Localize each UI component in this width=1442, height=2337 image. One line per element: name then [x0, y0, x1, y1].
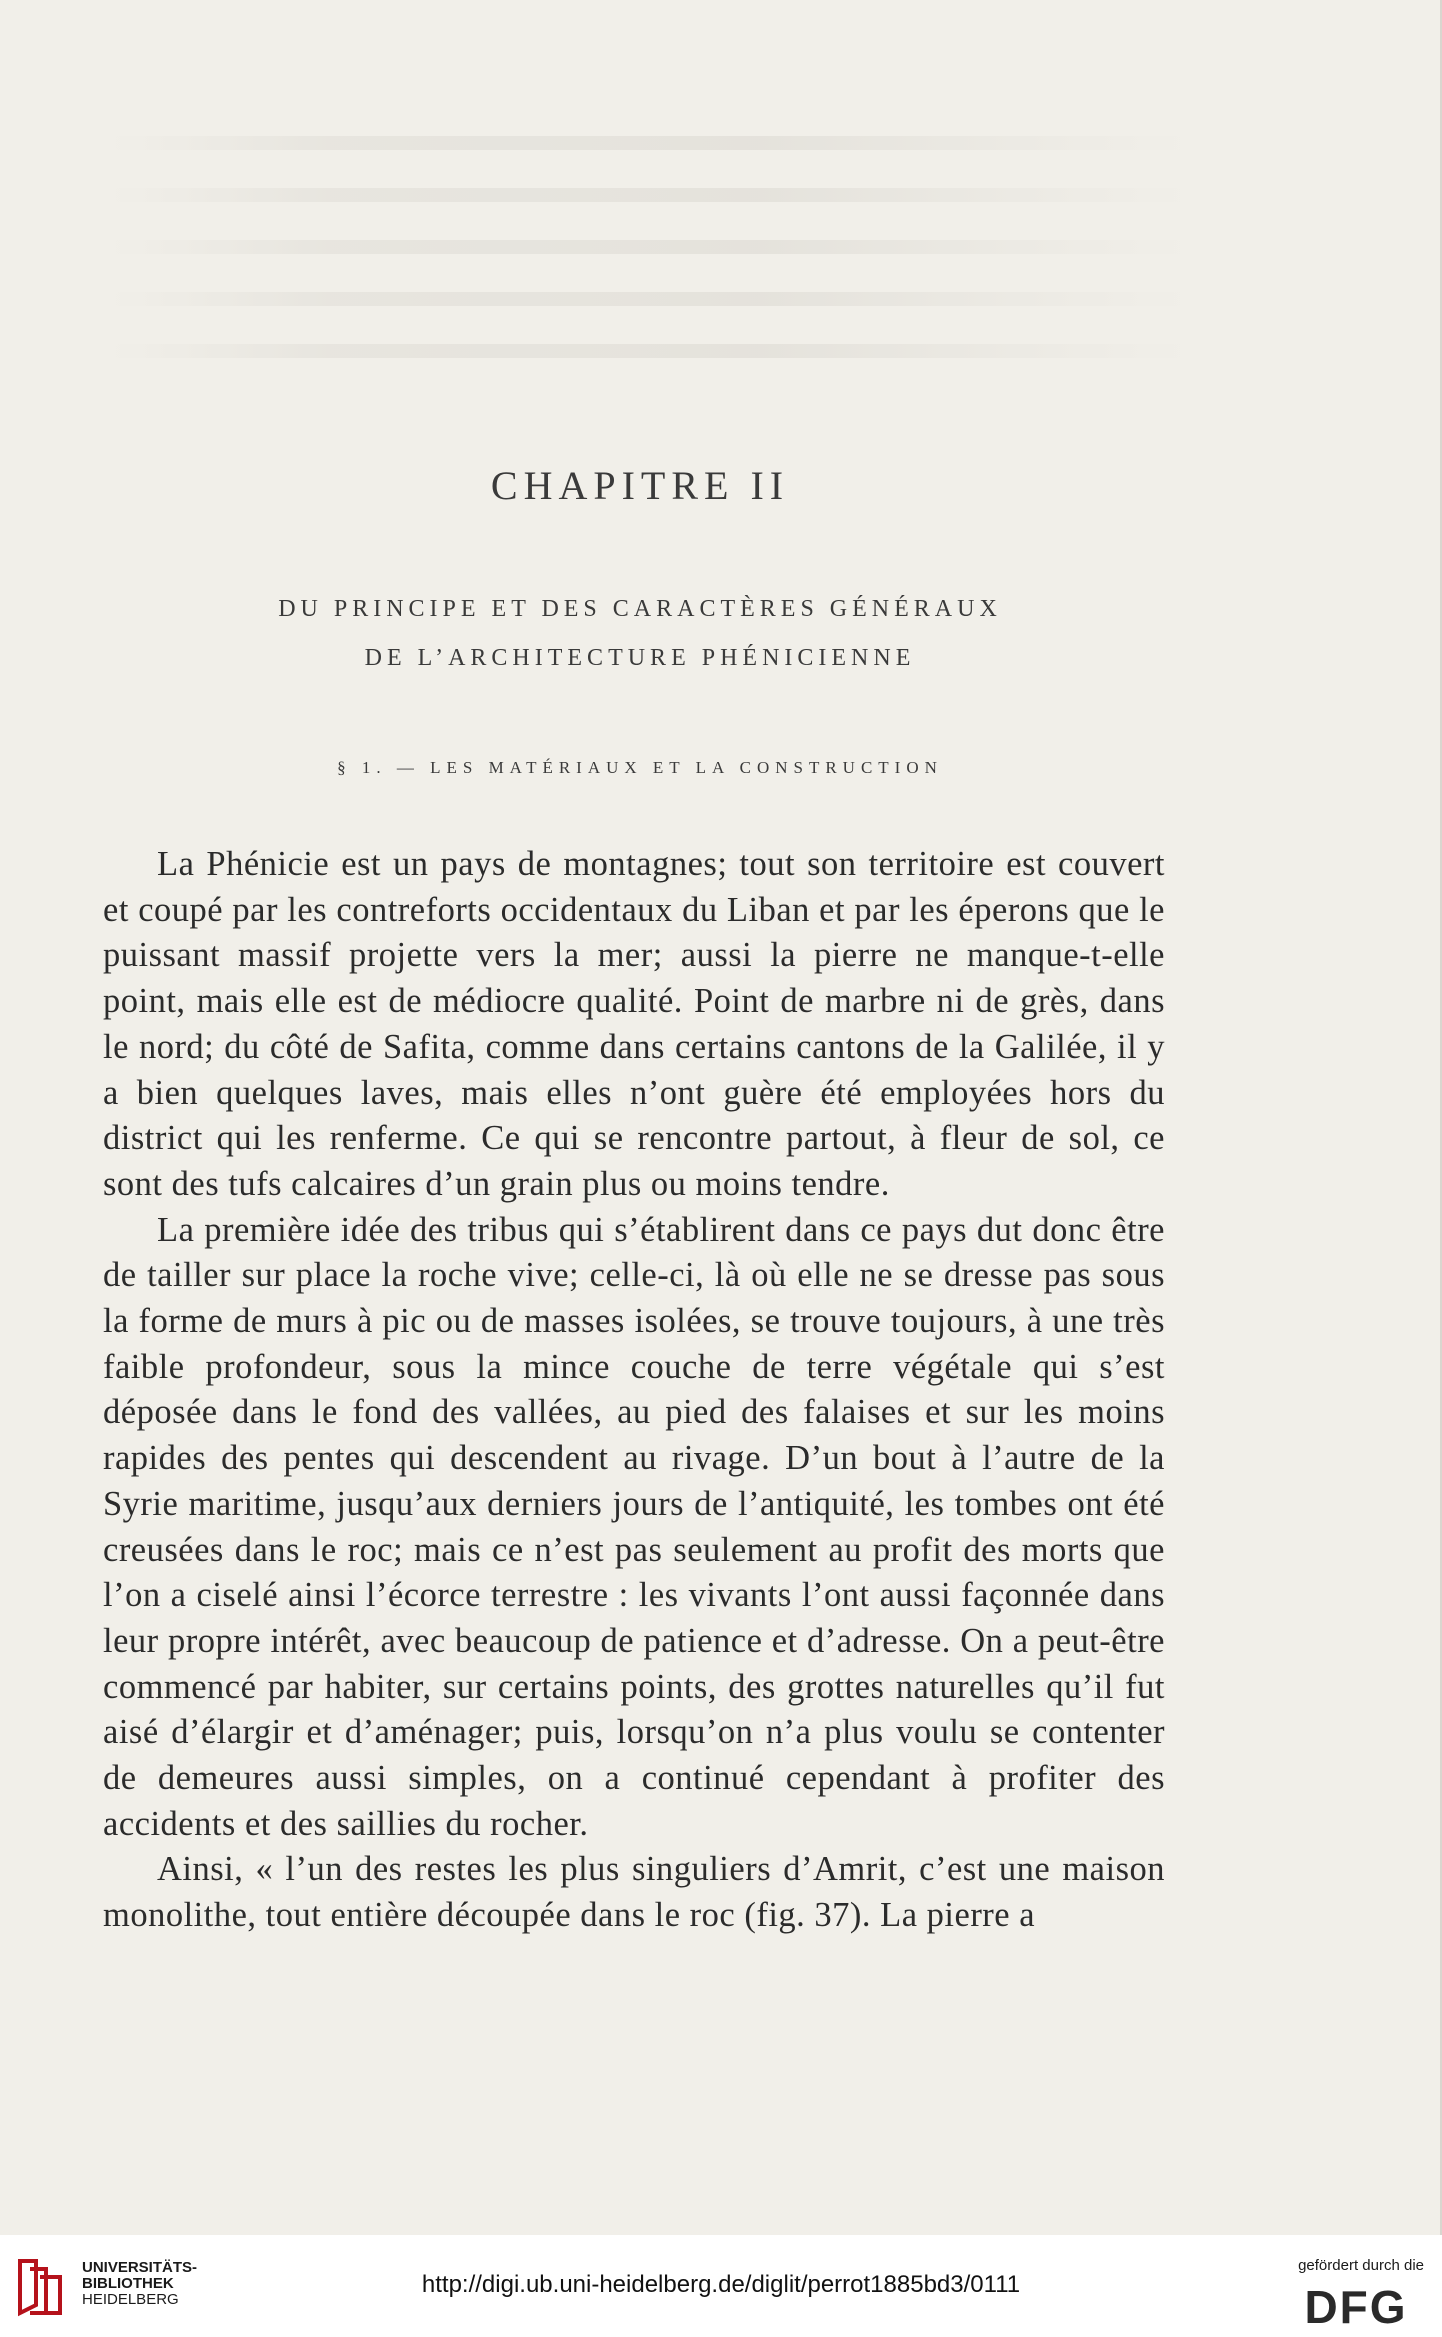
show-through-line — [110, 292, 1190, 306]
paragraph: Ainsi, « l’un des restes les plus singuliers d’Amrit, c’est une maison monolithe, tout entière découpée dans le roc (fig. 37). La pierre a — [103, 1850, 1165, 1935]
body-text — [103, 842, 1165, 1939]
institution-line: HEIDELBERG — [82, 2291, 179, 2308]
paragraph: La première idée des tribus qui s’établirent dans ce pays dut donc être de tailler sur place la roche vive; celle-ci, là où elle ne se dresse pas sous la forme de murs à pic ou de masses isolées, se trouve toujours, à une très faible profondeur, sous la mince couche de terre végétale qui s’est déposée dans le fond des vallées, au pied des falaises et sur les moins rapides des pentes qui descendent au rivage. D’un bout à l’autre de la Syrie maritime, jusqu’aux derniers jours de l’antiquité, les tombes ont été creusées dans le roc; mais ce n’est pas seulement au profit des morts que l’on a ciselé ainsi l’écorce terrestre : les vivants l’ont aussi façonnée dans leur propre intérêt, avec beaucoup de patience et d’adresse. On a peut-être commencé par habiter, sur certains points, des grottes naturelles qu’il fut aisé d’élargir et d’aménager; puis, lorsqu’on n’a plus voulu se contenter de demeures aussi simples, on a continué cependant à profiter des accidents et des saillies du rocher. — [103, 1210, 1165, 1843]
show-through-line — [110, 240, 1190, 254]
permalink-url[interactable]: http://digi.ub.uni-heidelberg.de/diglit/perrot1885bd3/0111 — [421, 2271, 1021, 2298]
dfg-logo-icon[interactable] — [1290, 2283, 1422, 2329]
dfg-logo-text: DFG — [1304, 2283, 1408, 2329]
section-heading: § 1. — LES MATÉRIAUX ET LA CONSTRUCTION — [337, 758, 943, 777]
institution-line: BIBLIOTHEK — [82, 2275, 174, 2292]
show-through-line — [110, 344, 1190, 358]
chapter-subtitle-line-1: DU PRINCIPE ET DES CARACTÈRES GÉNÉRAUX — [278, 596, 1002, 622]
funding-label: gefördert durch die — [1298, 2257, 1424, 2274]
show-through-line — [110, 136, 1190, 150]
institution-line: UNIVERSITÄTS- — [82, 2259, 198, 2276]
chapter-title: CHAPITRE II — [490, 463, 790, 508]
show-through-line — [110, 188, 1190, 202]
viewer-footer — [0, 2235, 1442, 2337]
paragraph: La Phénicie est un pays de montagnes; tout son territoire est couvert et coupé par les contreforts occidentaux du Liban et par les éperons que le puissant massif projette vers la mer; aussi la pierre ne manque-t-elle point, mais elle est de médiocre qualité. Point de marbre ni de grès, dans le nord; du côté de Safita, comme dans certains cantons de la Galilée, il y a bien quelques laves, mais elles n’ont guère été employées hors du district qui les renferme. Ce qui se rencontre partout, à fleur de sol, ce sont des tufs calcaires d’un grain plus ou moins tendre. — [103, 845, 1165, 1203]
chapter-subtitle-line-2: DE L’ARCHITECTURE PHÉNICIENNE — [364, 645, 916, 671]
